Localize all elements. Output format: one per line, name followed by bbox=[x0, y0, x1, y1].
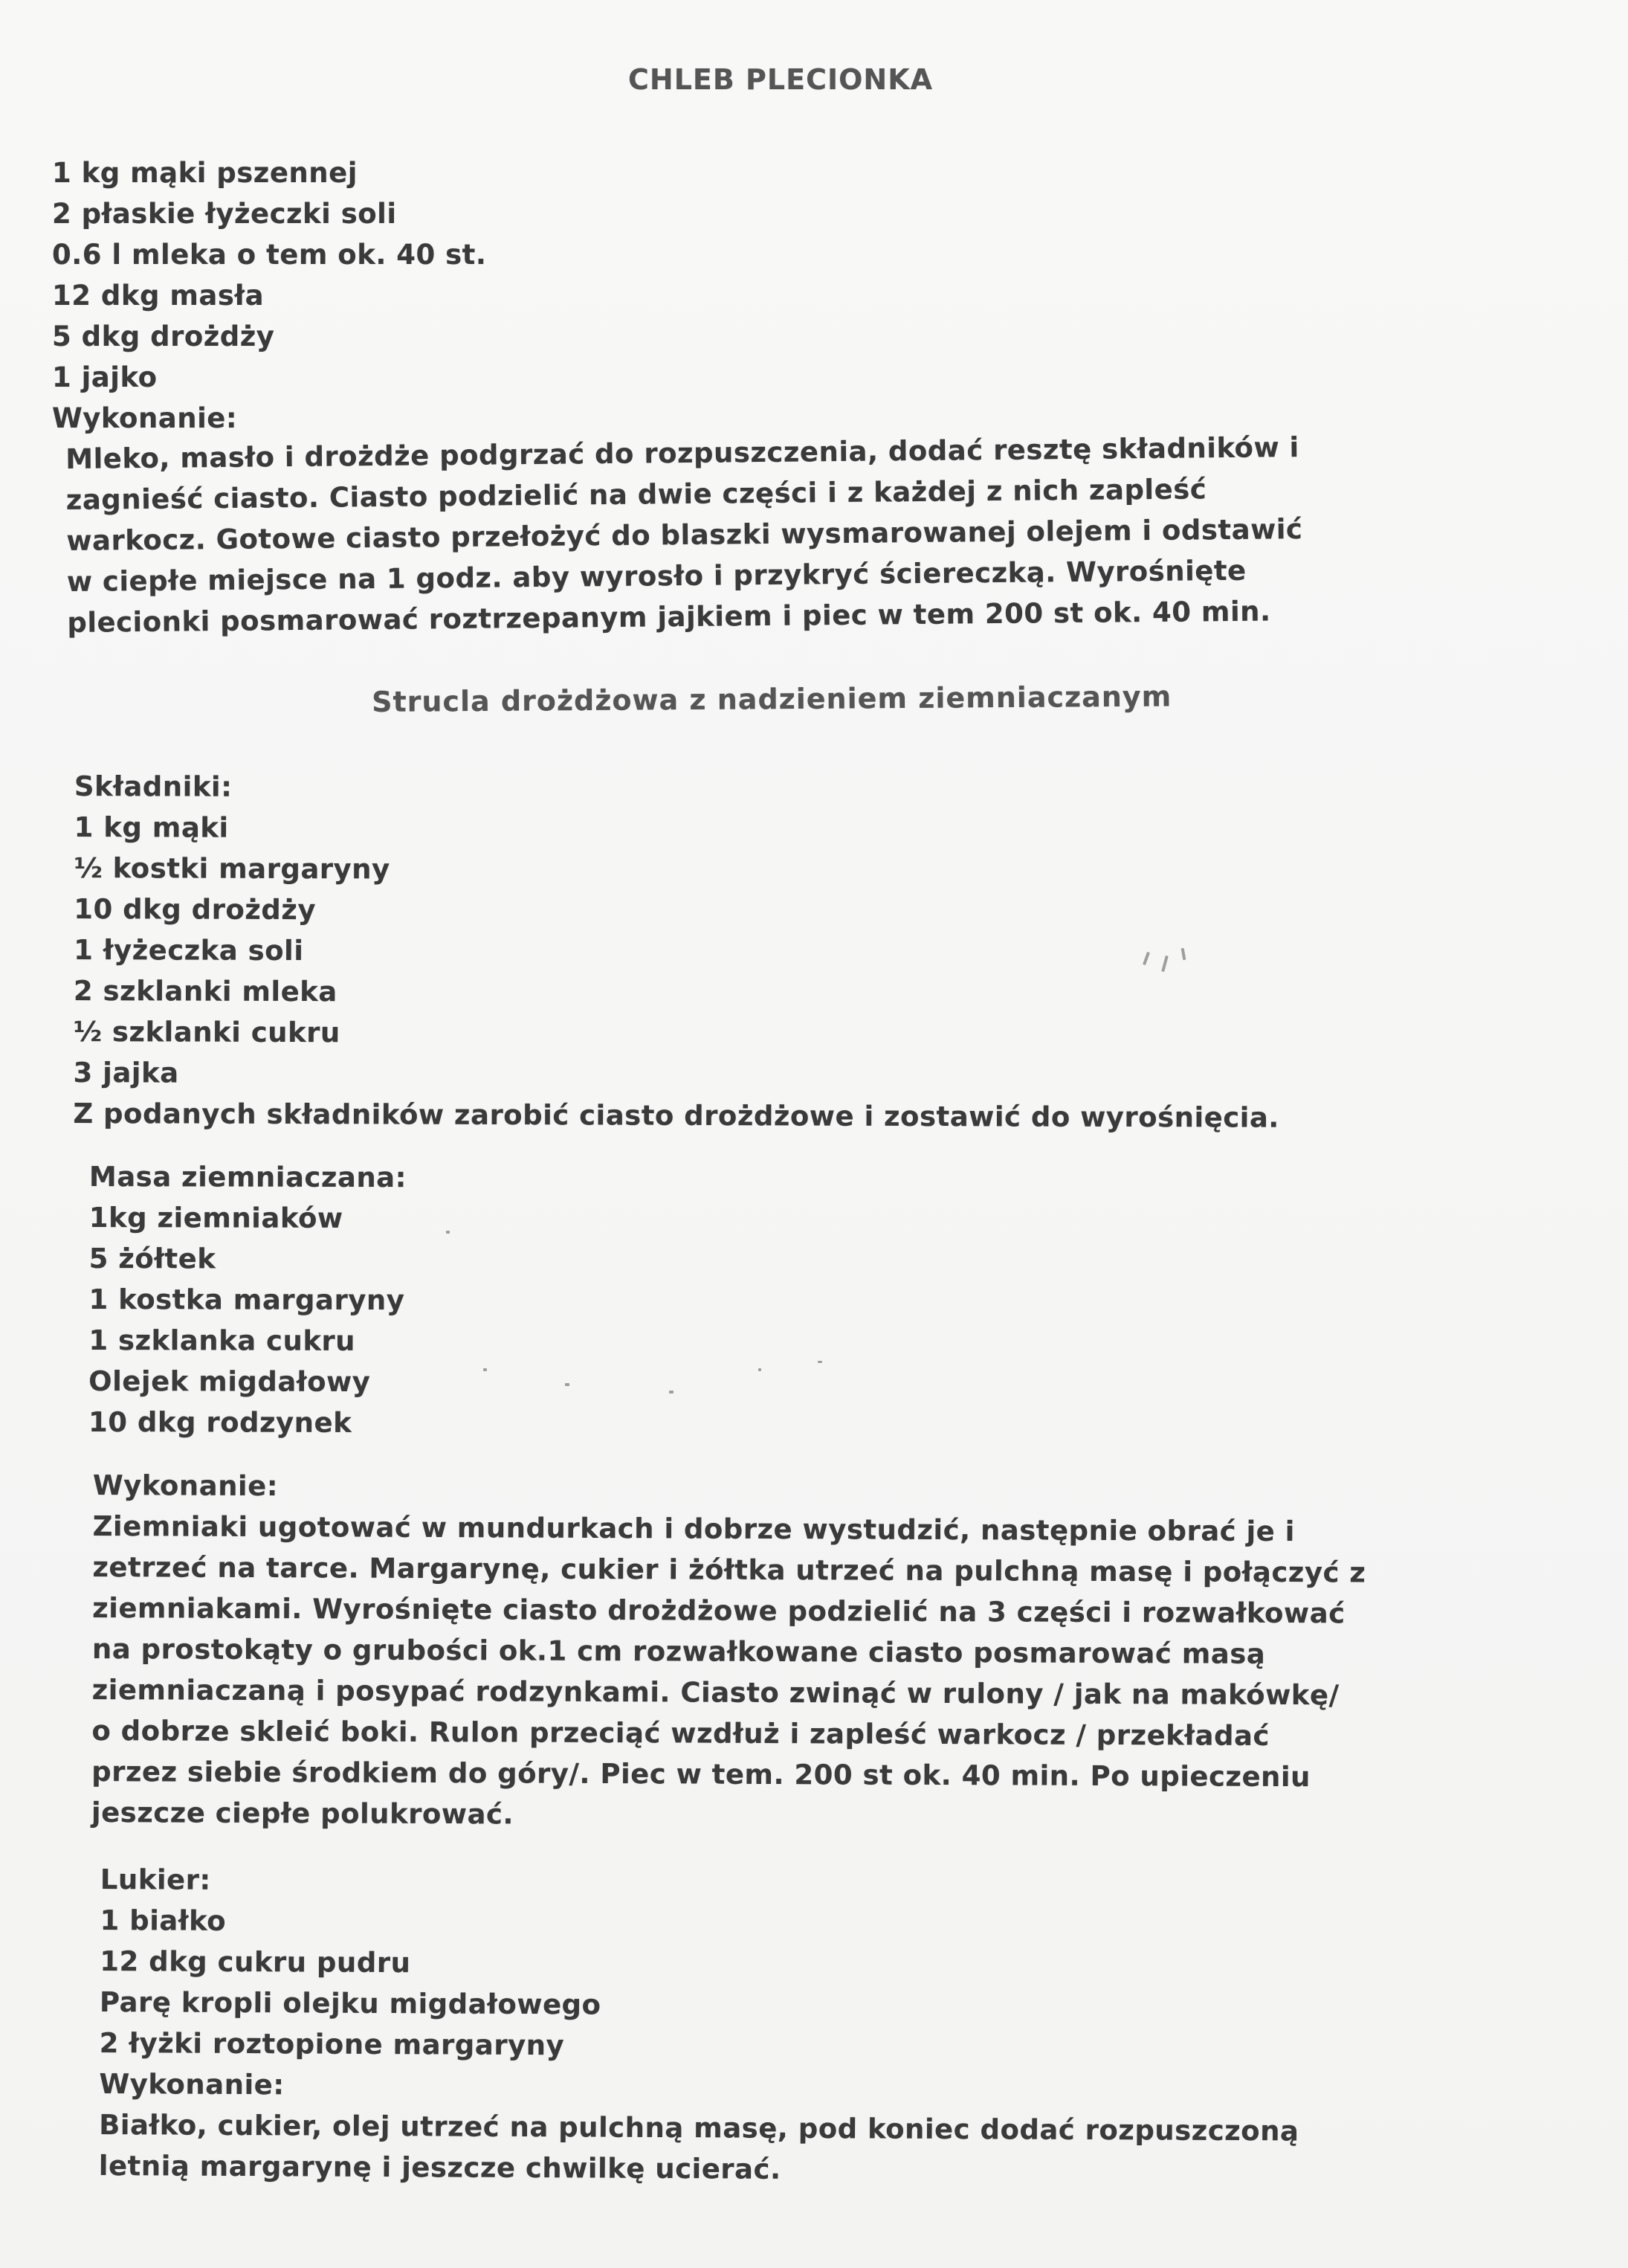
dough-instruction: Z podanych składników zarobić ciasto drożdżowe i zostawić do wyrośnięcia. bbox=[73, 1097, 1279, 1134]
icing-method-line: Białko, cukier, olej utrzeć na pulchną masę, pod koniec dodać rozpuszczoną bbox=[99, 2108, 1299, 2148]
filling-line: 1 szklanka cukru bbox=[88, 1324, 356, 1357]
ingredient-line: 1 łyżeczka soli bbox=[74, 933, 304, 967]
filling-line: 10 dkg rodzynek bbox=[88, 1405, 352, 1439]
filling-heading: Masa ziemniaczana: bbox=[88, 1161, 407, 1194]
recipe2-icing bbox=[99, 1859, 1301, 2192]
method-heading: Wykonanie: bbox=[52, 402, 238, 434]
ingredient-line: 12 dkg masła bbox=[52, 280, 265, 312]
ingredient-line: 0.6 l mleka o tem ok. 40 st. bbox=[52, 239, 487, 271]
method-line: jeszcze ciepłe polukrować. bbox=[91, 1796, 514, 1831]
method-heading: Wykonanie: bbox=[92, 1469, 279, 1503]
scan-speck bbox=[565, 1383, 569, 1386]
ingredient-line: 3 jajka bbox=[73, 1056, 179, 1089]
filling-line: Olejek migdałowy bbox=[88, 1365, 371, 1398]
recipe1-ingredients bbox=[52, 152, 486, 439]
scan-speck bbox=[758, 1368, 761, 1371]
filling-line: 5 żółtek bbox=[88, 1242, 216, 1275]
method-line: warkocz. Gotowe ciasto przełożyć do blaszki wysmarowanej olejem i odstawić bbox=[66, 513, 1303, 557]
icing-method-heading: Wykonanie: bbox=[99, 2067, 285, 2101]
method-line: ziemniaczaną i posypać rodzynkami. Ciasto zwinąć w rulony / jak na makówkę/ bbox=[91, 1673, 1340, 1712]
icing-line: 1 białko bbox=[100, 1904, 227, 1937]
recipe1-method bbox=[65, 427, 1304, 643]
method-line: zetrzeć na tarce. Margarynę, cukier i żółtka utrzeć na pulchną masę i połączyć z bbox=[92, 1550, 1366, 1589]
ingredient-line: 10 dkg drożdży bbox=[74, 892, 317, 927]
ingredient-line: 1 jajko bbox=[52, 361, 158, 393]
scan-speck bbox=[483, 1368, 487, 1371]
ingredient-line: 2 szklanki mleka bbox=[73, 974, 337, 1008]
recipe2-filling bbox=[88, 1156, 407, 1443]
method-line: przez siebie środkiem do góry/. Piec w tem. 200 st ok. 40 min. Po upieczeniu bbox=[91, 1755, 1311, 1794]
ingredient-line: 1 kg mąki bbox=[74, 811, 229, 844]
ingredient-line: 2 płaskie łyżeczki soli bbox=[52, 198, 397, 230]
method-line: plecionki posmarować roztrzepanym jajkiem i piec w tem 200 st ok. 40 min. bbox=[67, 595, 1271, 639]
method-line: Mleko, masło i drożdże podgrzać do rozpuszczenia, dodać resztę składników i bbox=[65, 431, 1299, 475]
method-line: Ziemniaki ugotować w mundurkach i dobrze wystudzić, następnie obrać je i bbox=[92, 1510, 1295, 1548]
icing-line: 2 łyżki roztopione margaryny bbox=[99, 2026, 565, 2062]
icing-line: Parę kropli olejku migdałowego bbox=[99, 1985, 601, 2021]
icing-method-line: letnią margarynę i jeszcze chwilkę ucierać. bbox=[98, 2149, 781, 2185]
icing-heading: Lukier: bbox=[100, 1863, 211, 1896]
ingredient-line: 5 dkg drożdży bbox=[52, 320, 275, 352]
ingredient-line: 1 kg mąki pszennej bbox=[52, 157, 358, 189]
method-line: ziemniakami. Wyrośnięte ciasto drożdżowe podzielić na 3 części i rozwałkować bbox=[92, 1591, 1346, 1630]
ingredient-line: ½ szklanki cukru bbox=[73, 1015, 340, 1049]
scan-speck bbox=[669, 1391, 674, 1394]
recipe2-method bbox=[91, 1465, 1366, 1838]
recipe2-title: Strucla drożdżowa z nadzieniem ziemniaczanym bbox=[371, 680, 1172, 718]
recipe1-title: CHLEB PLECIONKA bbox=[628, 63, 934, 96]
method-line: o dobrze skleić boki. Rulon przeciąć wzdłuż i zapleść warkocz / przekładać bbox=[91, 1714, 1270, 1752]
recipe2-ingredients bbox=[73, 766, 1280, 1138]
filling-line: 1kg ziemniaków bbox=[88, 1201, 343, 1234]
method-line: na prostokąty o grubości ok.1 cm rozwałkowane ciasto posmarować masą bbox=[91, 1632, 1266, 1670]
icing-line: 12 dkg cukru pudru bbox=[100, 1945, 411, 1979]
scan-speck bbox=[446, 1231, 450, 1234]
method-line: zagnieść ciasto. Ciasto podzielić na dwie części i z każdej z nich zapleść bbox=[65, 473, 1207, 516]
ingredient-line: ½ kostki margaryny bbox=[74, 851, 390, 886]
scan-speck bbox=[818, 1361, 822, 1363]
ingredients-heading: Składniki: bbox=[74, 770, 233, 803]
method-line: w ciepłe miejsce na 1 godz. aby wyrosło i przykryć ściereczką. Wyrośnięte bbox=[66, 554, 1247, 598]
filling-line: 1 kostka margaryny bbox=[88, 1283, 405, 1317]
